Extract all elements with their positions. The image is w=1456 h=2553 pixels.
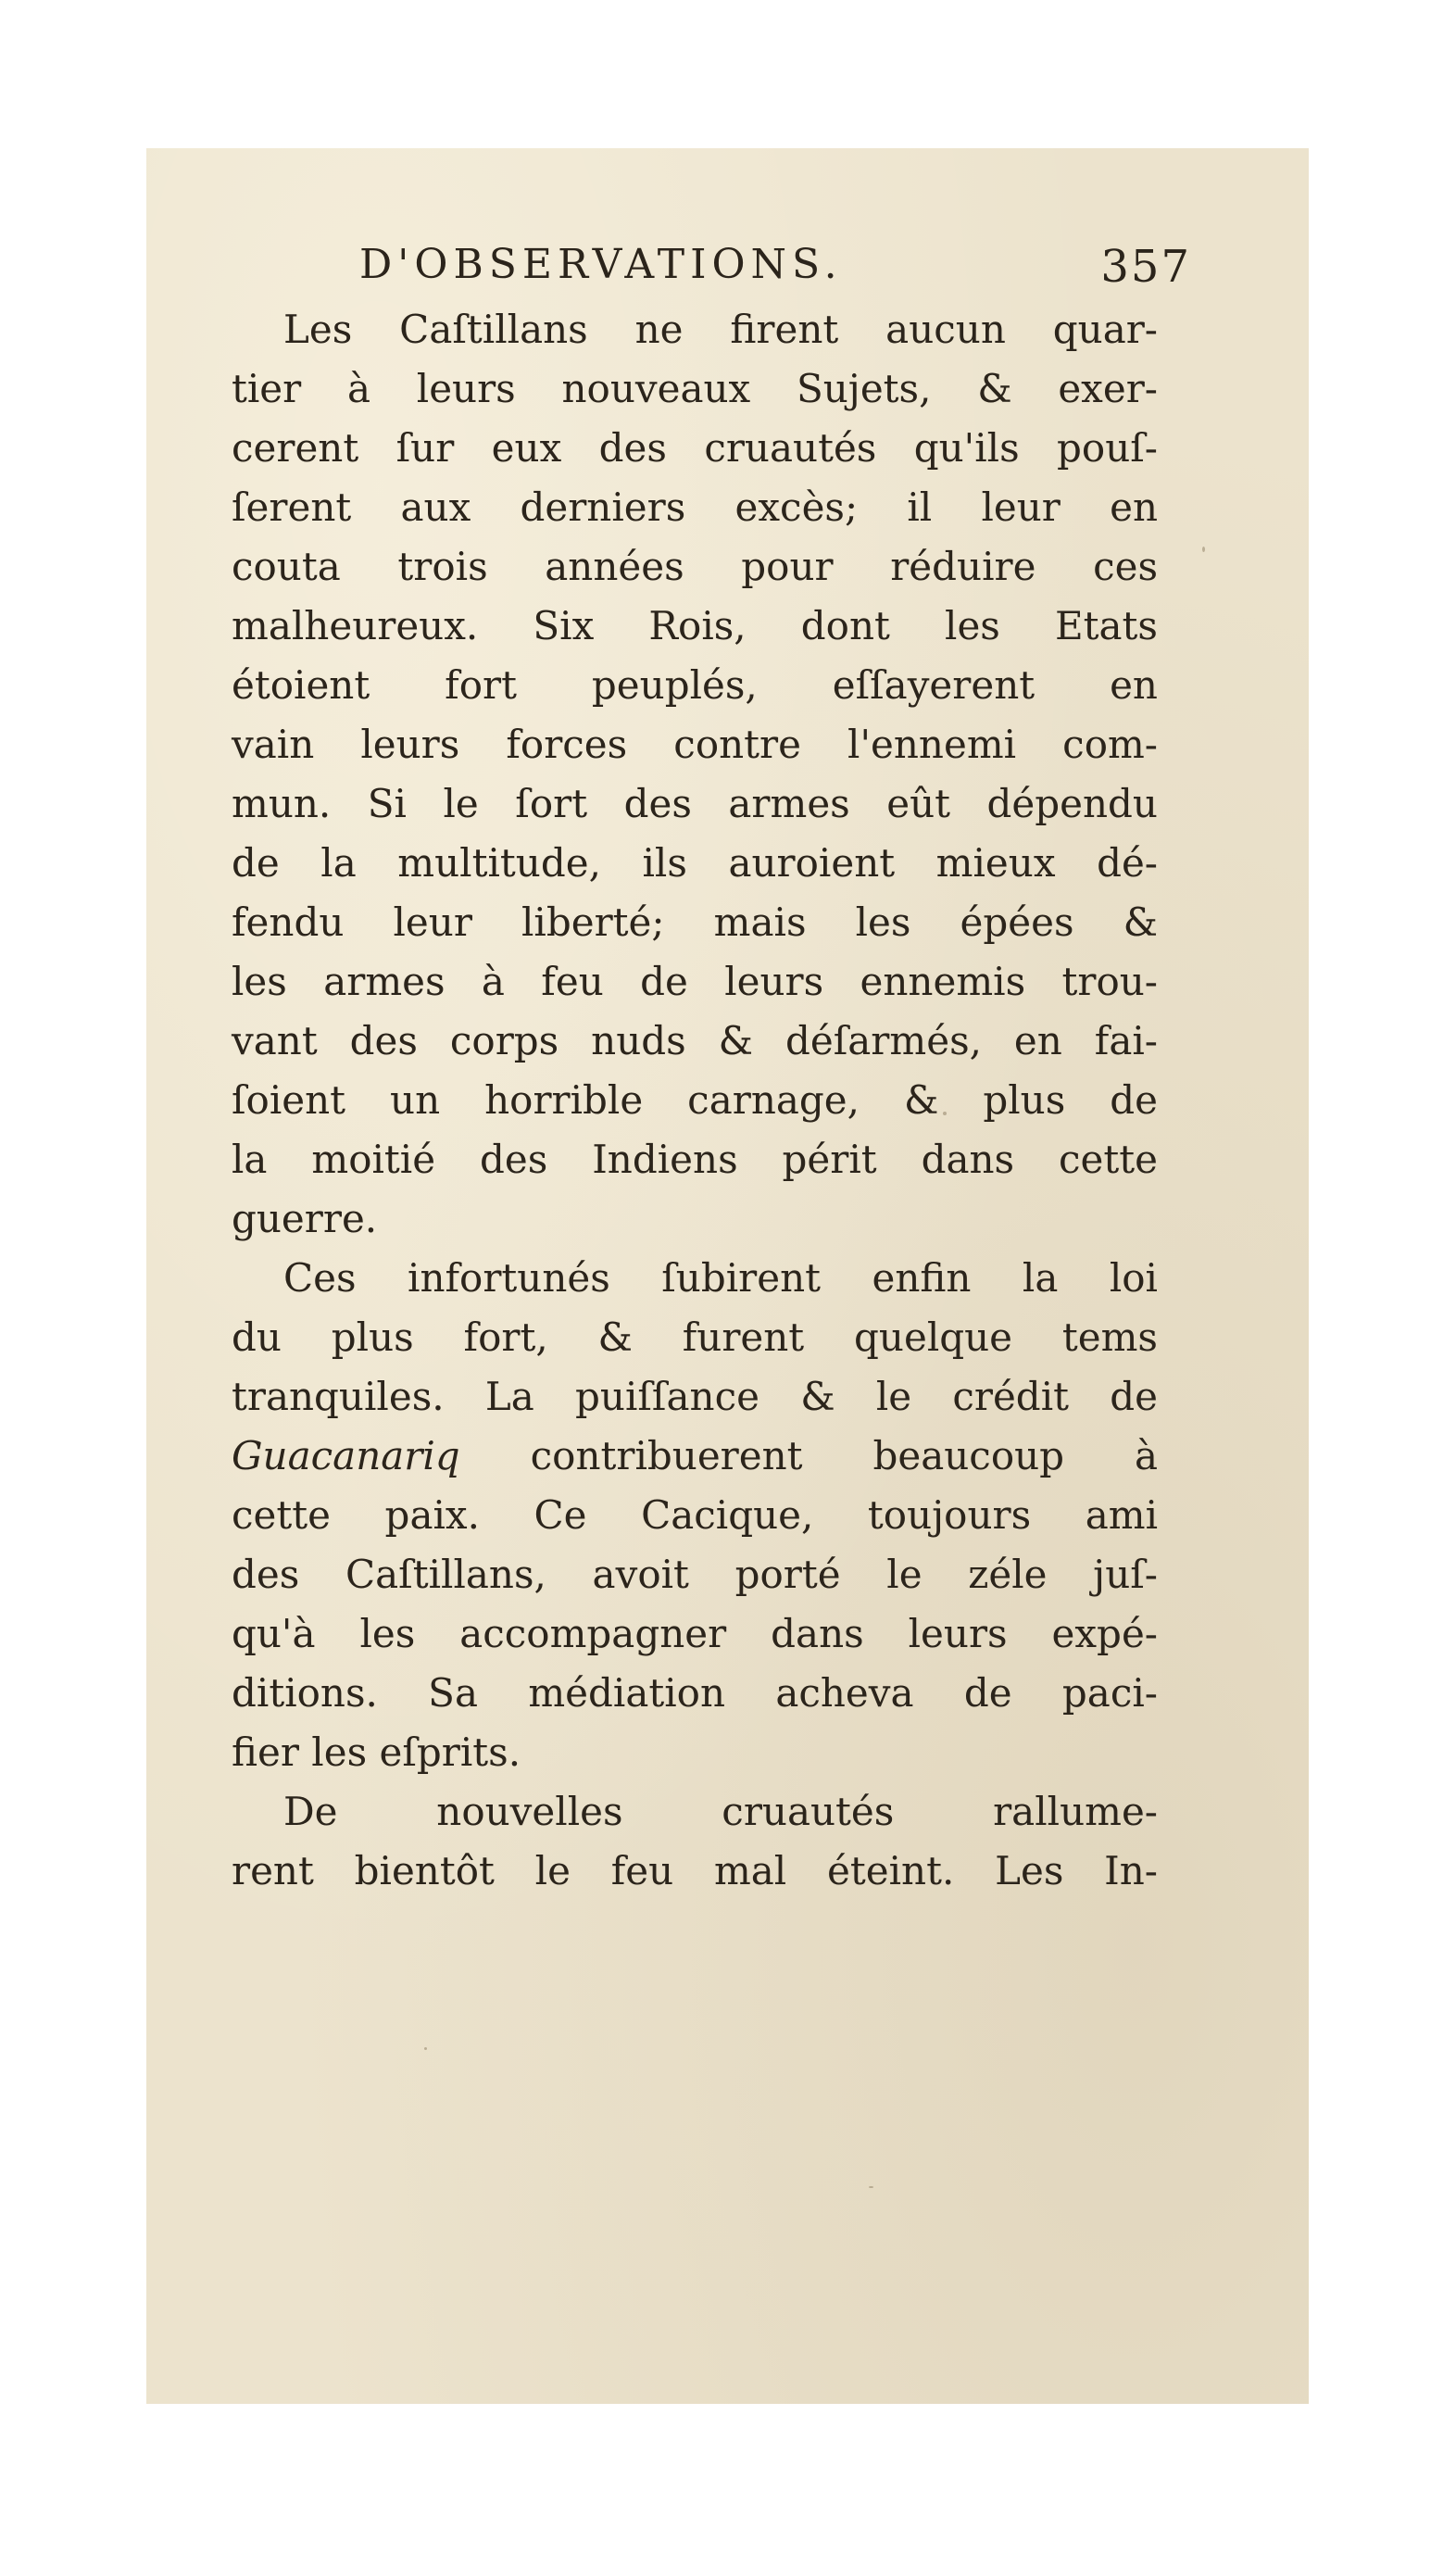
text-line: Ces infortunés ſubirent enfin la loi [283,1255,1158,1301]
text-line: étoient fort peuplés, eſſayerent en [232,662,1158,708]
text-line: mun. Si le ſort des armes eût dépendu [232,781,1158,826]
text-line: cerent ſur eux des cruautés qu'ils pouſ- [232,425,1158,471]
paragraph-1 [232,300,1158,1249]
running-head [232,241,1191,300]
text-line: ditions. Sa médiation acheva de paci- [232,1670,1158,1716]
text-line: les armes à feu de leurs ennemis trou- [232,959,1158,1004]
paragraph-3 [232,1782,1158,1901]
text-line: vain leurs forces contre l'ennemi com- [232,722,1158,767]
text-line: malheureux. Six Rois, dont les Etats [232,603,1158,648]
text-line: tranquiles. La puiſſance & le crédit de [232,1374,1158,1419]
page-text [232,241,1191,1901]
text-line: cette paix. Ce Cacique, toujours ami [232,1492,1158,1538]
paper-speck [869,2186,873,2188]
text-line: la moitié des Indiens périt dans cette [232,1137,1158,1182]
text-line: fier les eſprits. [232,1729,521,1775]
text-line: ſoient un horrible carnage, & plus de [232,1077,1158,1123]
text-line: de la multitude, ils auroient mieux dé- [232,840,1158,886]
text-fragment: contribuerent beaucoup à [530,1433,1159,1478]
book-page [146,148,1309,2404]
text-line: des Caſtillans, avoit porté le zéle juſ- [232,1552,1158,1597]
paper-speck [424,2047,427,2050]
text-line: De nouvelles cruautés rallume- [283,1789,1158,1834]
proper-name: Guacanariq [232,1433,460,1478]
text-line: du plus fort, & furent quelque tems [232,1314,1158,1360]
paper-speck [1202,547,1205,552]
text-line: qu'à les accompagner dans leurs expé- [232,1611,1158,1656]
text-line: vant des corps nuds & déſarmés, en fai- [232,1018,1158,1063]
text-line: ſerent aux derniers excès; il leur en [232,484,1158,530]
text-line: tier à leurs nouveaux Sujets, & exer- [232,366,1158,411]
text-line: couta trois années pour réduire ces [232,544,1158,589]
text-line: rent bientôt le feu mal éteint. Les In- [232,1848,1158,1893]
text-line: guerre. [232,1196,378,1241]
page-number: 357 [1100,241,1191,293]
text-line: Les Caſtillans ne firent aucun quar- [283,307,1158,352]
running-title: D'OBSERVATIONS. [359,241,843,288]
text-line: fendu leur liberté; mais les épées & [232,899,1158,945]
text-line-with-name [232,1427,1158,1486]
paragraph-2 [232,1249,1158,1782]
